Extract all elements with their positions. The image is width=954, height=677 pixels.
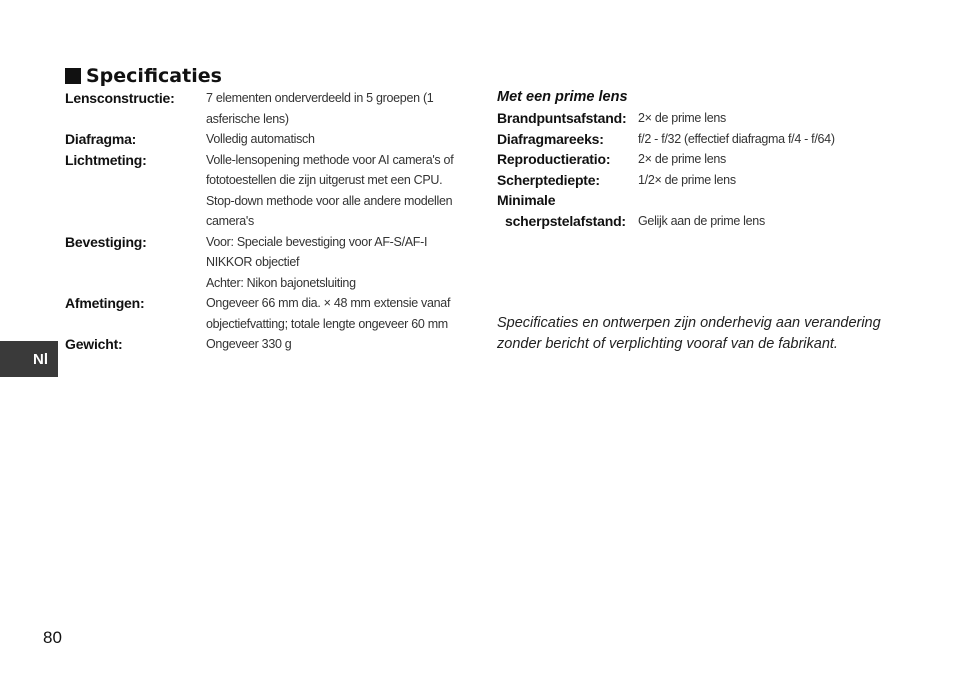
spec-label: Minimale xyxy=(497,192,556,208)
spec-row-diafragma xyxy=(65,129,465,150)
spec-value xyxy=(206,88,461,129)
spec-value-line: Voor: Speciale bevestiging voor AF-S/AF-I xyxy=(206,234,428,249)
spec-value xyxy=(206,232,461,294)
spec-value-line: Ongeveer 330 g xyxy=(206,337,292,351)
square-bullet-icon xyxy=(65,68,81,84)
spec-value: 2× de prime lens xyxy=(638,152,726,166)
spec-row-minimale xyxy=(497,190,917,211)
spec-value-line: asferische lens) xyxy=(206,111,289,126)
spec-value-line: camera's xyxy=(206,214,254,228)
spec-label: Diafragmareeks: xyxy=(497,130,604,147)
spec-row-brandpuntsafstand xyxy=(497,108,917,129)
left-spec-list xyxy=(65,88,465,355)
spec-value: 1/2× de prime lens xyxy=(638,172,736,187)
spec-row-lensconstructie xyxy=(65,88,465,129)
right-spec-list xyxy=(497,108,917,231)
spec-label: Diafragma: xyxy=(65,131,137,147)
spec-row-reproductieratio xyxy=(497,149,917,170)
spec-label: Brandpuntsafstand: xyxy=(497,110,627,126)
language-tab: Nl xyxy=(0,341,58,377)
spec-label: Lensconstructie: xyxy=(65,90,175,106)
spec-value-line: Achter: Nikon bajonetsluiting xyxy=(206,275,356,290)
spec-value: Gelijk aan de prime lens xyxy=(638,213,765,228)
spec-value-line: Ongeveer 66 mm dia. × 48 mm extensie vanaf xyxy=(206,296,451,310)
spec-row-scherptediepte xyxy=(497,170,917,191)
spec-value-line: 7 elementen onderverdeeld in 5 groepen (1 xyxy=(206,91,434,105)
section-heading xyxy=(65,63,222,89)
prime-lens-subtitle: Met een prime lens xyxy=(497,89,628,105)
spec-row-diafragmareeks xyxy=(497,129,917,150)
spec-value xyxy=(206,129,461,150)
spec-label: Bevestiging: xyxy=(65,233,147,250)
spec-row-lichtmeting xyxy=(65,150,465,232)
spec-value xyxy=(206,150,461,232)
spec-row-bevestiging xyxy=(65,232,465,294)
spec-value xyxy=(206,334,461,355)
spec-value-line: NIKKOR objectief xyxy=(206,255,300,269)
spec-label: Gewicht: xyxy=(65,336,123,352)
section-title: Specificaties xyxy=(86,65,222,87)
spec-row-gewicht xyxy=(65,334,465,355)
disclaimer-note: Specificaties en ontwerpen zijn onderhevig aan verandering zonder bericht of verplichting vooraf van de fabrikant. xyxy=(497,315,881,352)
page-number: 80 xyxy=(43,628,62,647)
spec-label: Afmetingen: xyxy=(65,295,145,311)
spec-label: Scherptediepte: xyxy=(497,171,600,188)
spec-value-line: Volle-lensopening methode voor AI camera's of xyxy=(206,152,454,167)
spec-value: f/2 - f/32 (effectief diafragma f/4 - f/64) xyxy=(638,131,835,146)
spec-value-line: Stop-down methode voor alle andere modellen xyxy=(206,193,453,208)
spec-row-scherpstelafstand xyxy=(497,211,917,232)
spec-label: Lichtmeting: xyxy=(65,151,147,168)
spec-value-line: Volledig automatisch xyxy=(206,132,315,146)
spec-value: 2× de prime lens xyxy=(638,111,726,125)
spec-label: scherpstelafstand: xyxy=(505,212,626,229)
spec-row-afmetingen xyxy=(65,293,465,334)
spec-value-line: objectiefvatting; totale lengte ongeveer 60 mm xyxy=(206,316,448,331)
spec-value-line: fototoestellen die zijn uitgerust met een CPU. xyxy=(206,173,443,187)
spec-label: Reproductieratio: xyxy=(497,151,611,167)
spec-value xyxy=(638,190,908,211)
spec-value xyxy=(206,293,461,334)
